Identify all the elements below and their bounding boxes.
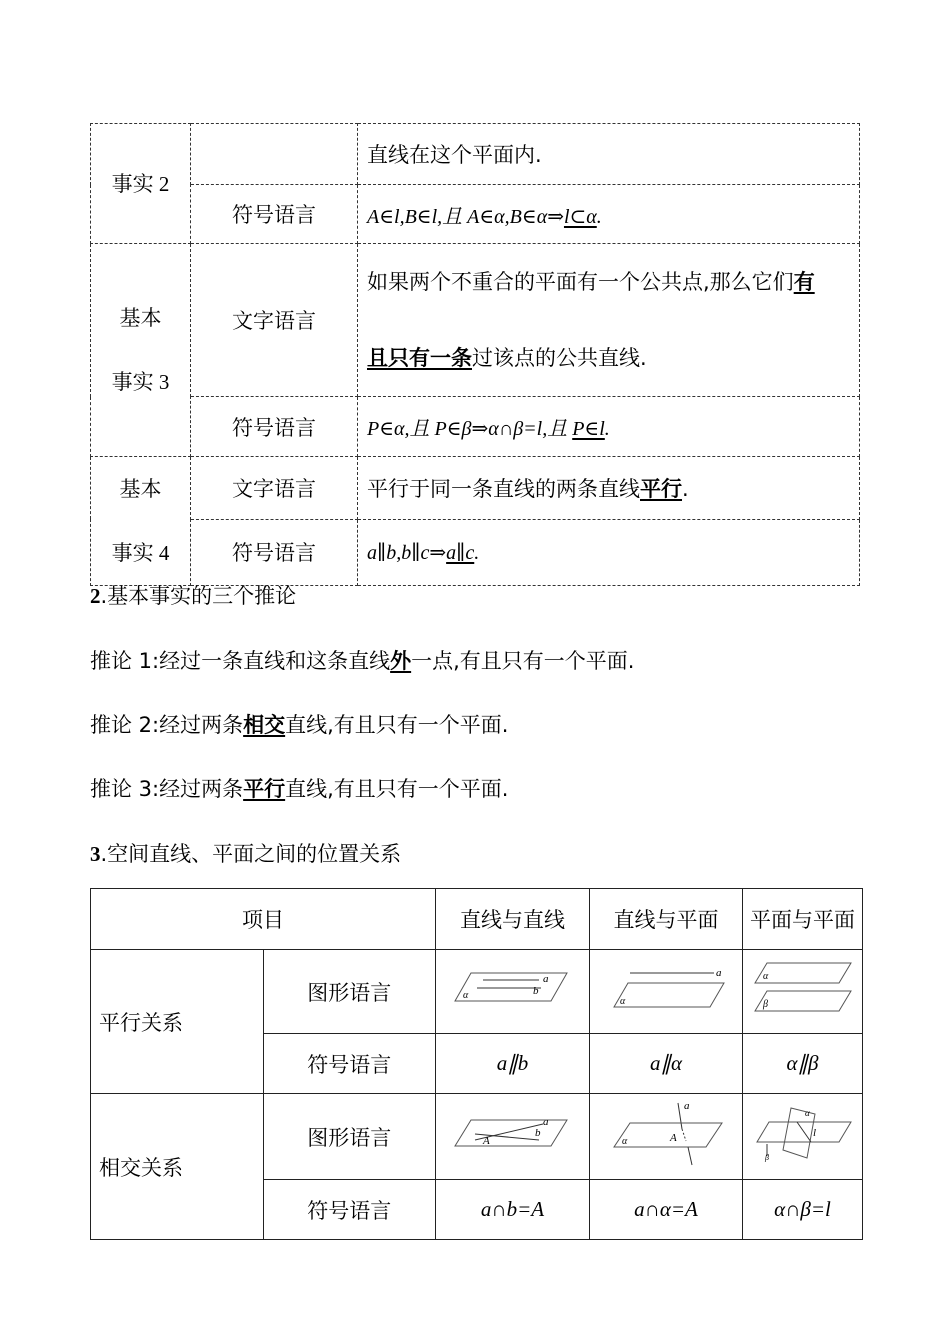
fact3-text-content: 如果两个不重合的平面有一个公共点,那么它们有 且只有一条过该点的公共直线.	[358, 244, 860, 397]
intersecting-lines-diagram	[453, 1112, 573, 1156]
fact2-symbol-label: 符号语言	[191, 185, 358, 244]
header-line-line: 直线与直线	[436, 889, 590, 950]
section2-heading: 2.基本事实的三个推论	[90, 584, 297, 608]
parallel-lines-diagram	[453, 967, 573, 1011]
corollary-2: 推论 2:经过两条相交直线,有且只有一个平面.	[90, 713, 509, 737]
header-item: 项目	[91, 889, 436, 950]
intersect-symbol-line-line: a∩b=A	[436, 1180, 590, 1240]
parallel-symbol-plane-plane: α∥β	[743, 1034, 863, 1094]
fig-label-l: l	[812, 1127, 816, 1139]
fact4-label: 基本 事实 4	[91, 457, 191, 586]
line-plane-parallel-diagram	[606, 967, 726, 1011]
parallel-symbol-line-plane: a∥α	[590, 1034, 743, 1094]
fig-label-alpha: α	[804, 1108, 810, 1118]
fact2-empty-cell	[191, 124, 358, 185]
position-relations-table	[90, 888, 863, 1240]
intersect-graphic-label: 图形语言	[263, 1094, 436, 1180]
parallel-symbol-line-line: a∥b	[436, 1034, 590, 1094]
parallel-graphic-label: 图形语言	[263, 950, 436, 1034]
fact4-symbol-label: 符号语言	[191, 519, 358, 585]
basic-facts-table	[90, 123, 860, 586]
section3-heading: 3.空间直线、平面之间的位置关系	[90, 842, 402, 866]
fig-label-A: A	[482, 1135, 490, 1147]
parallel-symbol-label: 符号语言	[263, 1034, 436, 1094]
fact4-text-content: 平行于同一条直线的两条直线平行.	[358, 457, 860, 520]
fig-label-a: a	[716, 967, 722, 979]
fact2-text-content: 直线在这个平面内.	[358, 124, 860, 185]
intersect-symbol-plane-plane: α∩β=l	[743, 1180, 863, 1240]
plane-plane-intersect-diagram	[753, 1104, 853, 1164]
fig-label-beta: β	[764, 1153, 769, 1162]
line-plane-intersect-diagram	[606, 1099, 726, 1169]
fig-label-b: b	[532, 985, 538, 997]
intersect-symbol-line-plane: a∩α=A	[590, 1180, 743, 1240]
intersecting-lines-figure	[436, 1094, 590, 1180]
fact2-symbol-content: A∈l,B∈l,且 A∈α,B∈α⇒l⊂α.	[358, 185, 860, 244]
fig-label-A: A	[670, 1132, 677, 1144]
line-plane-parallel-figure	[590, 950, 743, 1034]
fact2-label: 事实 2	[91, 124, 191, 244]
fact3-symbol-content: P∈α,且 P∈β⇒α∩β=l,且 P∈l.	[358, 397, 860, 457]
fact3-symbol-label: 符号语言	[191, 397, 358, 457]
corollary-1: 推论 1:经过一条直线和这条直线外一点,有且只有一个平面.	[90, 649, 635, 673]
intersect-symbol-label: 符号语言	[263, 1180, 436, 1240]
parallel-lines-figure	[436, 950, 590, 1034]
fact4-symbol-content: a∥b,b∥c⇒a∥c.	[358, 519, 860, 585]
fig-label-beta: β	[762, 999, 768, 1010]
fact3-label: 基本 事实 3	[91, 244, 191, 457]
fig-label-alpha: α	[462, 990, 468, 1001]
fig-label-alpha: α	[620, 996, 626, 1007]
parallel-relation-label: 平行关系	[91, 950, 264, 1094]
plane-plane-parallel-diagram	[753, 959, 853, 1019]
plane-plane-intersect-figure	[743, 1094, 863, 1180]
fig-label-a: a	[684, 1100, 690, 1112]
fig-label-alpha: α	[622, 1136, 628, 1147]
fig-label-a: a	[542, 973, 548, 985]
fig-label-b: b	[534, 1127, 540, 1139]
header-line-plane: 直线与平面	[590, 889, 743, 950]
intersect-relation-label: 相交关系	[91, 1094, 264, 1240]
plane-plane-parallel-figure	[743, 950, 863, 1034]
fact4-text-label: 文字语言	[191, 457, 358, 520]
fact3-text-label: 文字语言	[191, 244, 358, 397]
fig-label-a: a	[542, 1116, 548, 1128]
line-plane-intersect-figure	[590, 1094, 743, 1180]
corollary-3: 推论 3:经过两条平行直线,有且只有一个平面.	[90, 777, 509, 801]
fig-label-alpha: α	[762, 971, 768, 982]
header-plane-plane: 平面与平面	[743, 889, 863, 950]
